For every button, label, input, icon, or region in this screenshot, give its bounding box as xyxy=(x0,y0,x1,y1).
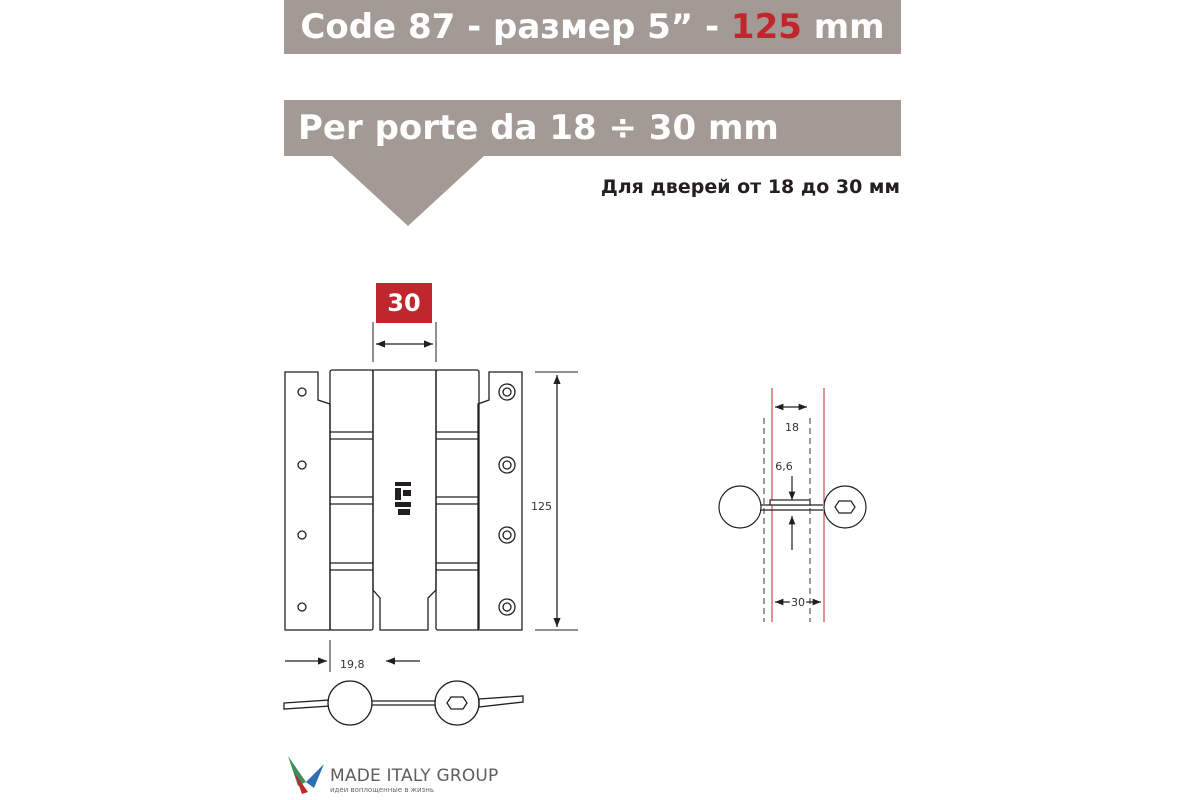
engraved-mark-icon xyxy=(395,482,411,515)
size-value: 125 xyxy=(730,7,802,47)
height-label: 125 xyxy=(531,500,552,513)
brand-name: MADE ITALY GROUP xyxy=(330,766,499,786)
door-range-subtitle: Для дверей от 18 до 30 мм xyxy=(600,176,900,198)
max-door-label: 30 xyxy=(791,596,805,609)
size-unit: mm xyxy=(801,7,885,47)
knuckle-offset-label: 19,8 xyxy=(340,658,365,671)
hinge-front-view xyxy=(285,322,578,672)
min-door-label: 18 xyxy=(785,421,799,434)
door-range-banner: Per porte da 18 ÷ 30 mm xyxy=(284,100,901,156)
hinge-plan-view xyxy=(284,681,523,725)
brand-logo xyxy=(284,752,544,798)
brand-tagline: идеи воплощенные в жизнь xyxy=(330,786,434,794)
gap-label: 6,6 xyxy=(775,460,793,473)
door-thickness-badge: 30 xyxy=(376,283,432,323)
product-code-text: Code 87 - размер 5” - xyxy=(300,7,731,47)
brand-logo-icon xyxy=(284,752,330,798)
